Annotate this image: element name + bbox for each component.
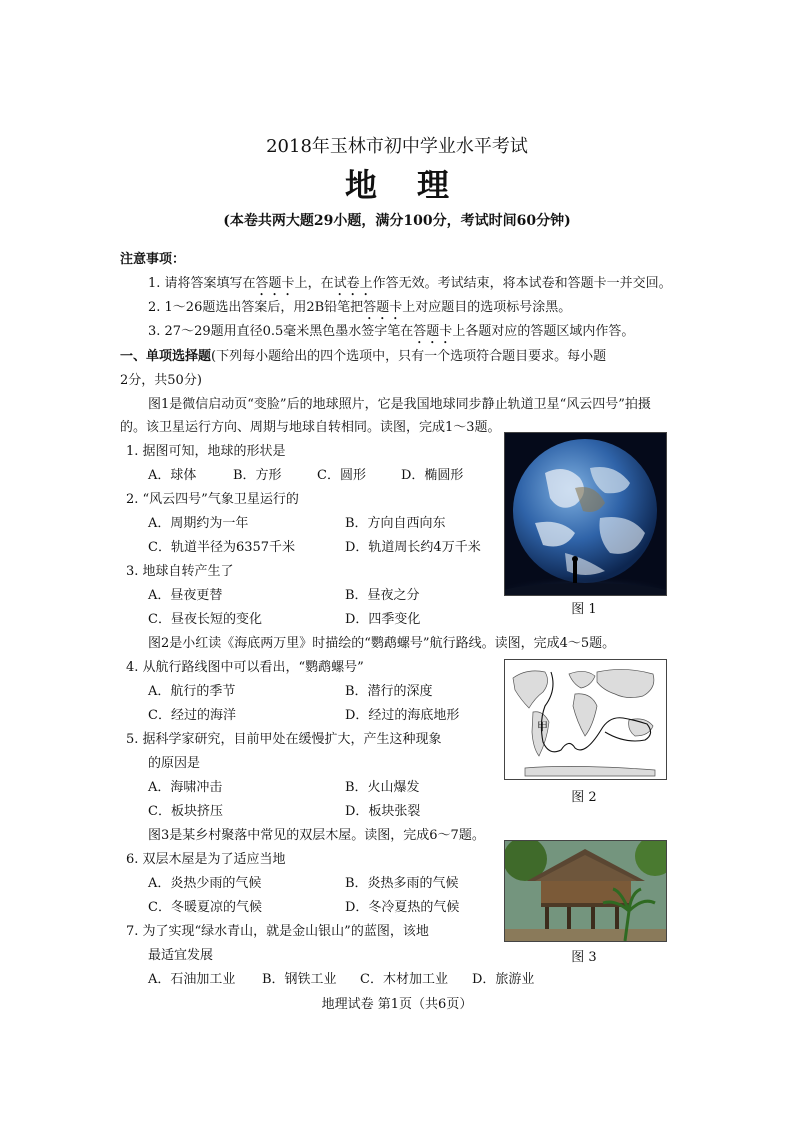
figure-2-marker-jia: 甲: [537, 720, 548, 733]
intro-2: 图2是小红读《海底两万里》时描绘的“鹦鹉螺号”航行路线。读图，完成4～5题。: [148, 636, 616, 651]
q1-option-a: A．球体: [148, 468, 197, 483]
figure-1-earth-image: [504, 432, 667, 596]
q3-stem: 3. 地球自转产生了: [126, 564, 234, 579]
intro-1-line-2: 的。该卫星运行方向、周期与地球自转相同。读图，完成1～3题。: [120, 420, 501, 435]
exam-title: 2018年玉林市初中学业水平考试: [266, 136, 528, 157]
q3-option-d: D．四季变化: [345, 612, 421, 627]
q1-option-c: C．圆形: [317, 468, 366, 483]
intro-1-line-1: 图1是微信启动页“变脸”后的地球照片，它是我国地球同步静止轨道卫星“风云四号”拍摄: [148, 397, 651, 412]
figure-2-route-map: [504, 659, 667, 780]
exam-subtitle: (本卷共两大题29小题，满分100分，考试时间60分钟): [223, 213, 571, 229]
q7-stem-1: 7. 为了实现“绿水青山，就是金山银山”的蓝图，该地: [126, 924, 429, 939]
notice-item-1: 1. 请将答案填写在答题卡上，在试卷上作答无效。考试结束，将本试卷和答题卡一并交回。: [148, 276, 672, 291]
q2-option-c: C．轨道半径为6357千米: [148, 540, 296, 555]
subject-title: 地理: [344, 166, 489, 204]
q3-option-b: B．昼夜之分: [345, 588, 420, 603]
section-desc-2: 2分，共50分): [120, 373, 202, 388]
q4-stem: 4. 从航行路线图中可以看出，“鹦鹉螺号”: [126, 660, 364, 675]
q6-stem: 6. 双层木屋是为了适应当地: [126, 852, 286, 867]
intro-3: 图3是某乡村聚落中常见的双层木屋。读图，完成6～7题。: [148, 828, 485, 843]
q5-option-b: B．火山爆发: [345, 780, 420, 795]
q6-option-b: B．炎热多雨的气候: [345, 876, 459, 891]
q2-option-b: B．方向自西向东: [345, 516, 446, 531]
q5-option-d: D．板块张裂: [345, 804, 421, 819]
section-heading: 一、单项选择题(下列每小题给出的四个选项中，只有一个选项符合题目要求。每小题: [120, 349, 607, 364]
q5-option-a: A．海啸冲击: [148, 780, 223, 795]
notice-item-2: 2. 1～26题选出答案后，用2B铅笔把答题卡上对应题目的选项标号涂黑。: [148, 300, 572, 315]
q3-option-a: A．昼夜更替: [148, 588, 223, 603]
wooden-house-illustration: [505, 841, 666, 941]
q2-option-a: A．周期约为一年: [148, 516, 249, 531]
q5-option-c: C．板块挤压: [148, 804, 223, 819]
q5-stem-2: 的原因是: [148, 756, 201, 771]
q7-option-c: C．木材加工业: [360, 972, 448, 987]
q4-option-a: A．航行的季节: [148, 684, 236, 699]
q3-option-c: C．昼夜长短的变化: [148, 612, 262, 627]
q7-option-d: D．旅游业: [472, 972, 535, 987]
q1-option-d: D．椭圆形: [401, 468, 464, 483]
q5-stem-1: 5. 据科学家研究，目前甲处在缓慢扩大，产生这种现象: [126, 732, 442, 747]
page-footer: 地理试卷 第1页（共6页）: [321, 997, 473, 1012]
q4-option-c: C．经过的海洋: [148, 708, 236, 723]
q4-option-d: D．经过的海底地形: [345, 708, 460, 723]
q2-option-d: D．轨道周长约4万千米: [345, 540, 481, 555]
q7-option-b: B．钢铁工业: [262, 972, 337, 987]
earth-illustration: [505, 433, 666, 595]
q6-option-c: C．冬暖夏凉的气候: [148, 900, 262, 915]
q7-stem-2: 最适宜发展: [148, 948, 214, 963]
q2-stem: 2. “风云四号”气象卫星运行的: [126, 492, 299, 507]
notice-item-3: 3. 27～29题用直径0.5毫米黑色墨水签字笔在答题卡上各题对应的答题区域内作答。: [148, 324, 635, 339]
q1-option-b: B．方形: [233, 468, 282, 483]
q4-option-b: B．潜行的深度: [345, 684, 433, 699]
figure-3-caption: 图 3: [571, 950, 597, 965]
figure-1-caption: 图 1: [571, 602, 597, 617]
notice-heading: 注意事项：: [120, 252, 186, 267]
q7-option-a: A．石油加工业: [148, 972, 236, 987]
q6-option-d: D．冬冷夏热的气候: [345, 900, 460, 915]
world-map-illustration: [505, 660, 666, 779]
q6-option-a: A．炎热少雨的气候: [148, 876, 262, 891]
q1-stem: 1. 据图可知，地球的形状是: [126, 444, 286, 459]
figure-3-wooden-house-image: [504, 840, 667, 942]
figure-2-caption: 图 2: [571, 790, 597, 805]
